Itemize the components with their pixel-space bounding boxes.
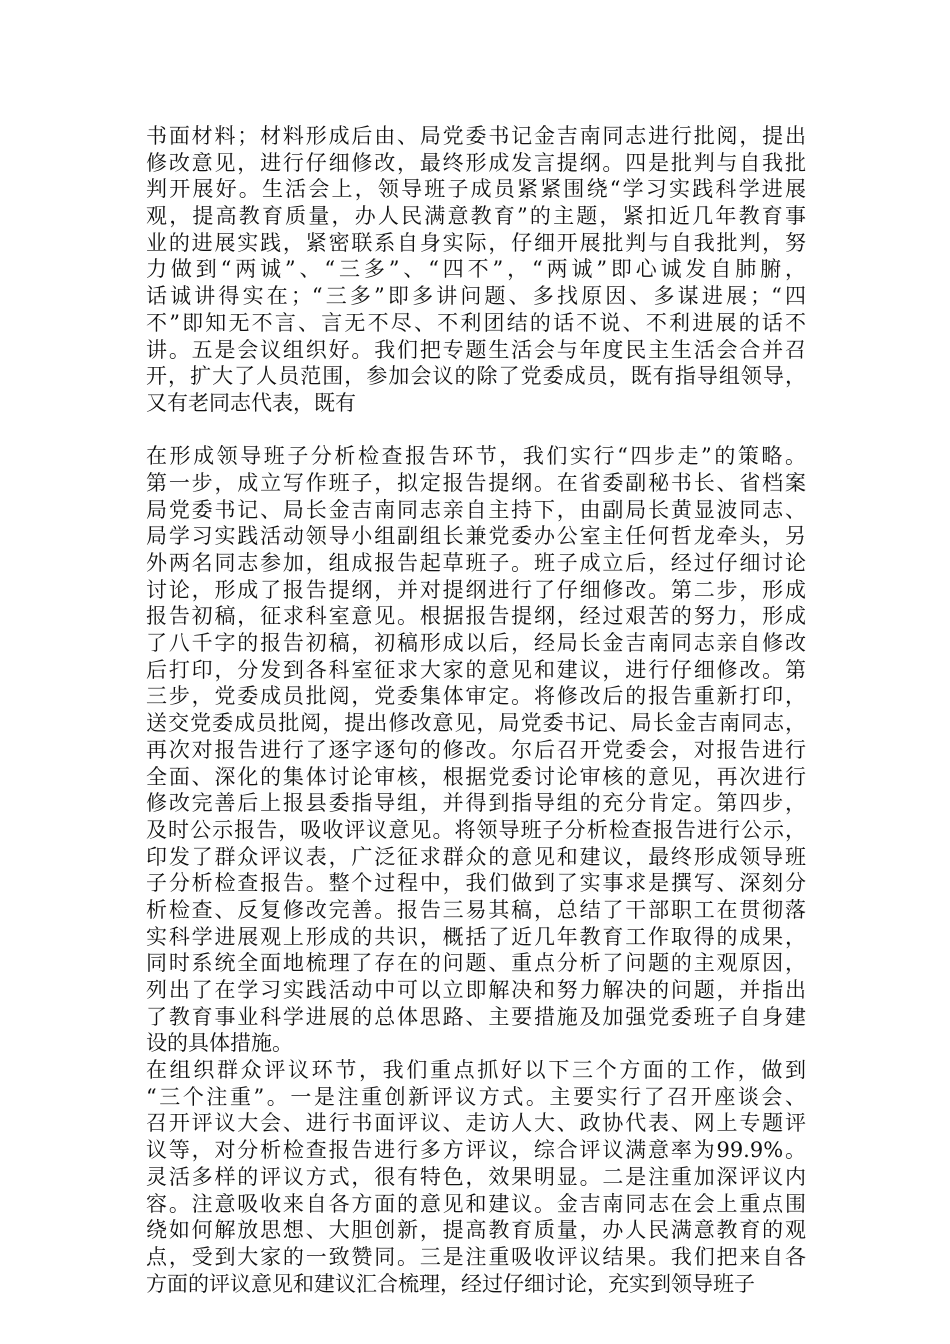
text-line: 修改意见，进行仔细修改，最终形成发言提纲。四是批判与自我批 xyxy=(146,150,806,175)
document-page xyxy=(146,123,806,1297)
text-line: 同时系统全面地梳理了存在的问题、重点分析了问题的主观原因， xyxy=(146,951,806,976)
paragraph-2 xyxy=(146,443,806,1057)
text-line: 议等，对分析检查报告进行多方评议，综合评议满意率为99.9%。 xyxy=(146,1138,806,1163)
paragraph-gap xyxy=(146,417,806,444)
text-line: 第一步，成立写作班子，拟定报告提纲。在省委副秘书长、省档案 xyxy=(146,470,806,495)
text-line: 实科学进展观上形成的共识，概括了近几年教育工作取得的成果， xyxy=(146,924,806,949)
text-line: 印发了群众评议表，广泛征求群众的意见和建议，最终形成领导班 xyxy=(146,844,806,869)
text-line: 后打印，分发到各科室征求大家的意见和建议，进行仔细修改。第 xyxy=(146,657,806,682)
text-line: 及时公示报告，吸收评议意见。将领导班子分析检查报告进行公示， xyxy=(146,817,806,842)
text-line: 全面、深化的集体讨论审核，根据党委讨论审核的意见，再次进行 xyxy=(146,764,806,789)
text-line: 召开评议大会、进行书面评议、走访人大、政协代表、网上专题评 xyxy=(146,1111,806,1136)
text-line: 讨论，形成了报告提纲，并对提纲进行了仔细修改。第二步，形成 xyxy=(146,577,806,602)
text-line: 修改完善后上报县委指导组，并得到指导组的充分肯定。第四步， xyxy=(146,791,806,816)
text-line: 灵活多样的评议方式，很有特色，效果明显。二是注重加深评议内 xyxy=(146,1164,806,1189)
text-line: 局学习实践活动领导小组副组长兼党委办公室主任何哲龙牵头，另 xyxy=(146,524,806,549)
text-line: 判开展好。生活会上，领导班子成员紧紧围绕“学习实践科学进展 xyxy=(146,177,806,202)
text-line: 局党委书记、局长金吉南同志亲自主持下，由副局长黄显波同志、 xyxy=(146,497,806,522)
text-line: 三步，党委成员批阅，党委集体审定。将修改后的报告重新打印， xyxy=(146,684,806,709)
text-line: 送交党委成员批阅，提出修改意见，局党委书记、局长金吉南同志， xyxy=(146,711,806,736)
text-line: 在形成领导班子分析检查报告环节，我们实行“四步走”的策略。 xyxy=(146,444,806,469)
text-line: 点，受到大家的一致赞同。三是注重吸收评议结果。我们把来自各 xyxy=(146,1244,806,1269)
text-line: 了八千字的报告初稿，初稿形成以后，经局长金吉南同志亲自修改 xyxy=(146,631,806,656)
paragraph-3 xyxy=(146,1057,806,1297)
text-line: 了教育事业科学进展的总体思路、主要措施及加强党委班子自身建 xyxy=(146,1004,806,1029)
paragraph-1 xyxy=(146,123,806,417)
text-line: 力做到“两诚”、“三多”、“四不”，“两诚”即心诚发自肺腑， xyxy=(146,257,806,282)
text-line: 析检查、反复修改完善。报告三易其稿，总结了干部职工在贯彻落 xyxy=(146,897,806,922)
text-line: 设的具体措施。 xyxy=(146,1031,293,1056)
text-line: 再次对报告进行了逐字逐句的修改。尔后召开党委会，对报告进行 xyxy=(146,737,806,762)
text-line: 绕如何解放思想、大胆创新，提高教育质量，办人民满意教育的观 xyxy=(146,1218,806,1243)
text-line: 外两名同志参加，组成报告起草班子。班子成立后，经过仔细讨论 xyxy=(146,551,806,575)
text-line: 在组织群众评议环节，我们重点抓好以下三个方面的工作，做到 xyxy=(146,1058,806,1083)
text-line: 方面的评议意见和建议汇合梳理，经过仔细讨论，充实到领导班子 xyxy=(146,1271,755,1296)
text-line: 观，提高教育质量，办人民满意教育”的主题，紧扣近几年教育事 xyxy=(146,204,806,229)
text-line: 话诚讲得实在；“三多”即多讲问题、多找原因、多谋进展；“四 xyxy=(146,284,806,309)
text-line: “三个注重”。一是注重创新评议方式。主要实行了召开座谈会、 xyxy=(146,1084,806,1109)
text-line: 报告初稿，征求科室意见。根据报告提纲，经过艰苦的努力，形成 xyxy=(146,604,806,629)
text-line: 开，扩大了人员范围，参加会议的除了党委成员，既有指导组领导， xyxy=(146,364,806,389)
text-line: 业的进展实践，紧密联系自身实际，仔细开展批判与自我批判，努 xyxy=(146,230,806,255)
text-line: 又有老同志代表，既有 xyxy=(146,390,356,415)
text-line: 讲。五是会议组织好。我们把专题生活会与年度民主生活会合并召 xyxy=(146,337,806,362)
text-line: 不”即知无不言、言无不尽、不利团结的话不说、不利进展的话不 xyxy=(146,310,806,335)
text-line: 子分析检查报告。整个过程中，我们做到了实事求是撰写、深刻分 xyxy=(146,871,806,896)
text-line: 书面材料；材料形成后由、局党委书记金吉南同志进行批阅，提出 xyxy=(146,124,806,148)
text-line: 容。注意吸收来自各方面的意见和建议。金吉南同志在会上重点围 xyxy=(146,1191,806,1216)
text-line: 列出了在学习实践活动中可以立即解决和努力解决的问题，并指出 xyxy=(146,978,806,1002)
